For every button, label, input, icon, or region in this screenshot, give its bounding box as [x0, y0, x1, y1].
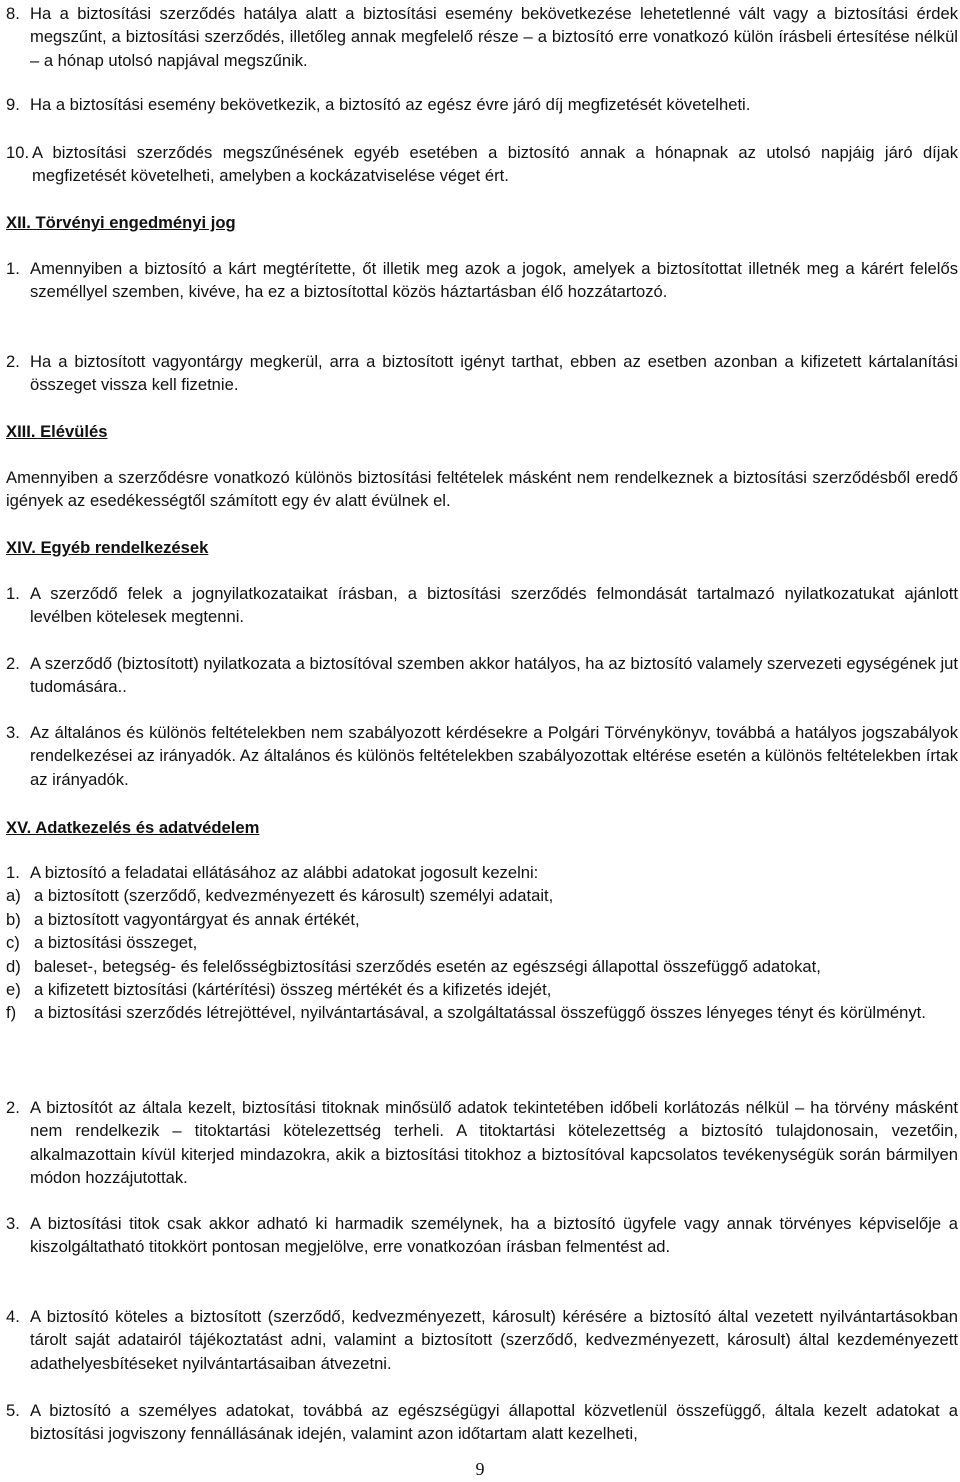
paragraph-number: 3. [6, 1214, 20, 1233]
paragraph-text: Az általános és különös feltételekben nem szabályozott kérdésekre a Polgári Törvénykönyv, továbbá a hatályos jogszabályok rendelkezései az irányadók. Az általános és különös feltételekben szabályozottak eltérése esetén a különös feltételekben írtak az irányadók. [30, 723, 958, 789]
paragraph-text: Amennyiben a biztosító a kárt megtérítette, őt illetik meg azok a jogok, amelyek a biztosítottat illetnék meg a kárért felelős személlyel szemben, kivéve, ha ez a biztosítottal közös háztartásban élő hozzátartozó. [30, 259, 958, 302]
section-xv-paragraph-4 [6, 1305, 958, 1375]
paragraph-number: 1. [6, 259, 20, 278]
paragraph-number: 2. [6, 654, 20, 673]
paragraph-number: 10. [6, 143, 30, 162]
section-xv-paragraph-5 [6, 1399, 958, 1446]
paragraph-number: 2. [6, 1098, 20, 1117]
section-heading-xv: XV. Adatkezelés és adatvédelem [6, 818, 260, 837]
paragraph-text: A biztosító köteles a biztosított (szerződő, kedvezményezett, károsult) kérésére a biztosító által vezetett nyilvántartásokban tárolt saját adatairól tájékoztatást adni, valamint a biztosított (szerződő, kedvezményezett, károsult) által kezdeményezett adathelyesbítéseket nyilvántartásaiban átvezetni. [30, 1307, 958, 1373]
section-xiv-paragraph-1 [6, 582, 958, 629]
section-xv-paragraph-1 [6, 861, 958, 1025]
list-item: b) a biztosított vagyontárgyat és annak értékét, [6, 909, 360, 929]
list-item: e) a kifizetett biztosítási (kártérítési) összeg mértékét és a kifizetés idejét, [6, 980, 552, 1000]
section-xiv-paragraph-3 [6, 721, 958, 791]
paragraph-number: 3. [6, 723, 20, 742]
paragraph-text: A biztosítási szerződés megszűnésének egyéb esetében a biztosító annak a hónapnak az utolsó napjáig járó díjak megfizetését követelheti, amelyben a kockázatviselése véget ért. [32, 143, 958, 186]
section-xiii-text: Amennyiben a szerződésre vonatkozó különös biztosítási feltételek másként nem rendelkeznek a biztosítási szerződésből eredő igények az esedékességtől számított egy év alatt évülnek el. [6, 468, 958, 511]
paragraph-9 [6, 93, 958, 116]
page-number: 9 [475, 1459, 485, 1479]
paragraph-number: 1. [6, 863, 20, 882]
paragraph-number: 2. [6, 352, 20, 371]
paragraph-text: Ha a biztosítási esemény bekövetkezik, a biztosító az egész évre járó díj megfizetését követelheti. [30, 95, 751, 114]
section-xiv-paragraph-2 [6, 652, 958, 699]
paragraph-number: 1. [6, 584, 20, 603]
paragraph-text: A szerződő (biztosított) nyilatkozata a biztosítóval szemben akkor hatályos, ha az biztosító valamely szervezeti egységének jut tudomására.. [30, 654, 958, 697]
paragraph-text: A biztosítót az általa kezelt, biztosítási titoknak minősülő adatok tekintetében időbeli korlátozás nélkül – ha törvény másként nem rendelkezik – titoktartási kötelezettség terheli. A titoktartási kötelezettség a biztosító tulajdonosain, vezetőin, alkalmazottain kívül kiterjed mindazokra, akik a biztosítási titokhoz a biztosítóval kapcsolatos tevékenységük során bármilyen módon hozzájutottak. [30, 1098, 958, 1188]
section-heading-xiv: XIV. Egyéb rendelkezések [6, 538, 209, 557]
paragraph-number: 9. [6, 95, 20, 114]
paragraph-text: A biztosító a feladatai ellátásához az alábbi adatokat jogosult kezelni: [30, 863, 539, 882]
section-xii-paragraph-2 [6, 350, 958, 397]
paragraph-text: A szerződő felek a jognyilatkozataikat írásban, a biztosítási szerződés felmondását tartalmazó nyilatkozatukat ajánlott levélben kötelesek megtenni. [30, 584, 958, 627]
paragraph-text: Ha a biztosítási szerződés hatálya alatt a biztosítási esemény bekövetkezése lehetetlenné vált vagy a biztosítási érdek megszűnt, a biztosítási szerződés, illetőleg annak megfelelő része – a biztosító erre vonatkozó külön írásbeli értesítése nélkül – a hónap utolsó napjával megszűnik. [30, 4, 958, 70]
list-item: d) baleset-, betegség- és felelősségbiztosítási szerződés esetén az egészségi állapottal összefüggő adatokat, [6, 956, 821, 976]
paragraph-number: 4. [6, 1307, 20, 1326]
paragraph-number: 8. [6, 4, 20, 23]
paragraph-text: A biztosítási titok csak akkor adható ki harmadik személynek, ha a biztosító ügyfele vagy annak törvényes képviselője a kiszolgáltatható titokkört pontosan megjelölve, erre vonatkozóan írásban felmentést ad. [30, 1214, 958, 1257]
section-xv-paragraph-3 [6, 1212, 958, 1259]
paragraph-text: A biztosító a személyes adatokat, továbbá az egészségügyi állapottal közvetlenül összefüggő, általa kezelt adatokat a biztosítási jogviszony fennállásának idején, valamint azon időtartam alatt kezelheti, [30, 1401, 958, 1444]
section-heading-xii: XII. Törvényi engedményi jog [6, 213, 236, 232]
paragraph-text: Ha a biztosított vagyontárgy megkerül, arra a biztosított igényt tarthat, ebben az esetben azonban a kifizetett kártalanítási összeget vissza kell fizetnie. [30, 352, 958, 395]
section-heading-xiii: XIII. Elévülés [6, 422, 108, 441]
section-xv-paragraph-2 [6, 1096, 958, 1190]
paragraph-8 [6, 2, 958, 72]
list-item: f) a biztosítási szerződés létrejöttével, nyilvántartásával, a szolgáltatással összefüggő összes lényeges tényt és körülményt. [6, 1003, 926, 1023]
paragraph-number: 5. [6, 1401, 20, 1420]
list-item: c) a biztosítási összeget, [6, 933, 198, 953]
paragraph-10 [6, 141, 958, 188]
list-item: a) a biztosított (szerződő, kedvezményezett és károsult) személyi adatait, [6, 886, 554, 906]
section-xii-paragraph-1 [6, 257, 958, 304]
